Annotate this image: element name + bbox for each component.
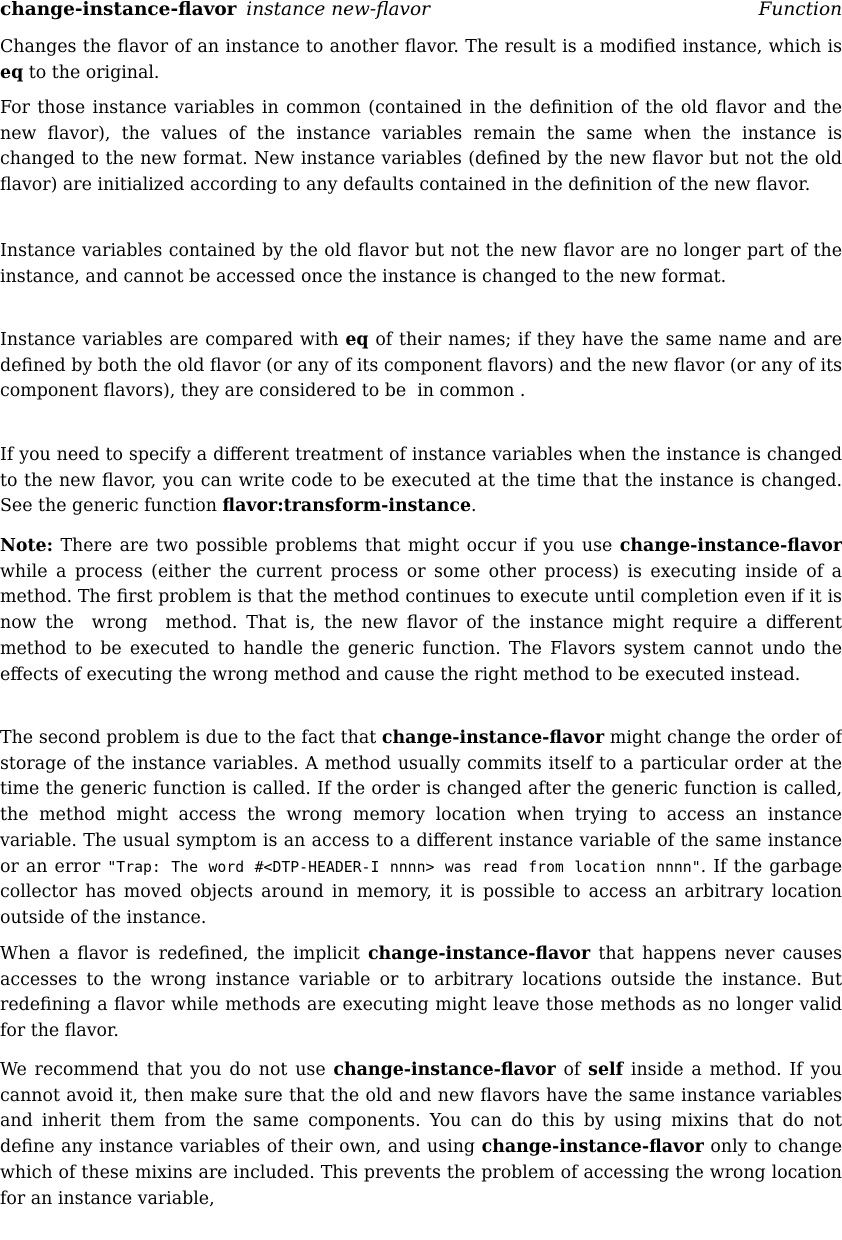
text-run: of their names; if they have the same name and are defined by both the old flavor (or any of its component flavors) and the new flavor (or any of its component flavors), they are considered to be in common .	[0, 330, 842, 402]
text-run: might change the order of storage of the instance variables. A method usually commits itself to a particular order at the time the generic function is called. If the order is changed after the generic function is called, the method might access the wrong memory location when trying to access an instance variable. The usual symptom is an access to a different instance variable of the same instance or an error	[0, 728, 842, 877]
text-run: There are two possible problems that might occur if you use	[53, 536, 620, 556]
keyword-change-instance-flavor: change-instance-flavor	[381, 728, 605, 748]
text-run: of	[555, 1060, 589, 1080]
keyword-eq: eq	[345, 330, 369, 350]
text-run: that happens never causes accesses to the wrong instance variable or to arbitrary locations outside the instance. But redefining a flavor while methods are executing might leave those methods as no longer valid for the flavor.	[0, 944, 842, 1042]
function-header	[0, 0, 842, 26]
paragraph-common-variables	[0, 96, 842, 199]
paragraph-variable-comparison	[0, 328, 842, 405]
text-run: inside a method. If you cannot avoid it, then make sure that the old and new flavors have the same instance variables and inherit them from the same components. You can do this by using mixins that do not define any instance variables of their own, and using	[0, 1060, 842, 1158]
paragraph-redefined-flavor	[0, 942, 842, 1045]
keyword-change-instance-flavor: change-instance-flavor	[481, 1137, 704, 1158]
text-run: while a process (either the current process or some other process) is executing inside of a method. The first problem is that the method continues to execute until completion even if it is now the wrong method. That is, the new flavor of the instance might require a different method to be executed to handle the generic function. The Flavors system cannot undo the effects of executing the wrong method and cause the right method to be executed instead.	[0, 561, 842, 685]
text-run: We recommend that you do not use	[0, 1060, 334, 1080]
keyword-transform-instance: flavor:transform-instance	[222, 496, 472, 517]
text-run: If you need to specify a different treatment of instance variables when the instance is changed to the new flavor, you can write code to be executed at the time that the instance is changed. See the generic function	[0, 445, 842, 517]
text-run: Changes the flavor of an instance to another flavor. The result is a modified instance, which is	[0, 37, 842, 57]
keyword-change-instance-flavor: change-instance-flavor	[367, 944, 591, 964]
text-run: When a flavor is redefined, the implicit	[0, 944, 368, 964]
text-run: Instance variables are compared with	[0, 330, 346, 350]
paragraph-second-problem	[0, 726, 842, 932]
keyword-self: self	[588, 1060, 624, 1080]
function-arguments: instance new-flavor	[246, 0, 430, 20]
paragraph-description	[0, 35, 842, 86]
paragraph-removed-variables	[0, 239, 842, 290]
text-run: to the original.	[23, 62, 160, 83]
text-run: .	[471, 496, 477, 517]
text-run: . If the garbage collector has moved objects around in memory, it is possible to access an arbitrary location outside of the instance.	[0, 856, 842, 928]
paragraph-transform-instance	[0, 443, 842, 520]
keyword-eq: eq	[0, 62, 24, 83]
keyword-change-instance-flavor: change-instance-flavor	[619, 536, 842, 556]
function-name: change-instance-flavor	[0, 0, 237, 20]
note-label: Note:	[0, 536, 54, 556]
text-run: The second problem is due to the fact that	[0, 728, 382, 748]
keyword-change-instance-flavor: change-instance-flavor	[333, 1060, 556, 1080]
entry-kind: Function	[758, 0, 842, 20]
text-run: only to change which of these mixins are included. This prevents the problem of accessing the wrong location for an instance variable,	[0, 1137, 842, 1209]
error-message-code: "Trap: The word #<DTP-HEADER-I nnnn> was read from location nnnn"	[107, 858, 701, 876]
paragraph-recommendation	[0, 1058, 842, 1212]
text-run: For those instance variables in common (contained in the definition of the old flavor and the new flavor), the values of the instance variables remain the same when the instance is changed to the new format. New instance variables (defined by the new flavor but not the old flavor) are initialized according to any defaults contained in the definition of the new flavor.	[0, 98, 842, 196]
paragraph-note	[0, 534, 842, 688]
text-run: Instance variables contained by the old flavor but not the new flavor are no longer part of the instance, and cannot be accessed once the instance is changed to the new format.	[0, 241, 842, 287]
